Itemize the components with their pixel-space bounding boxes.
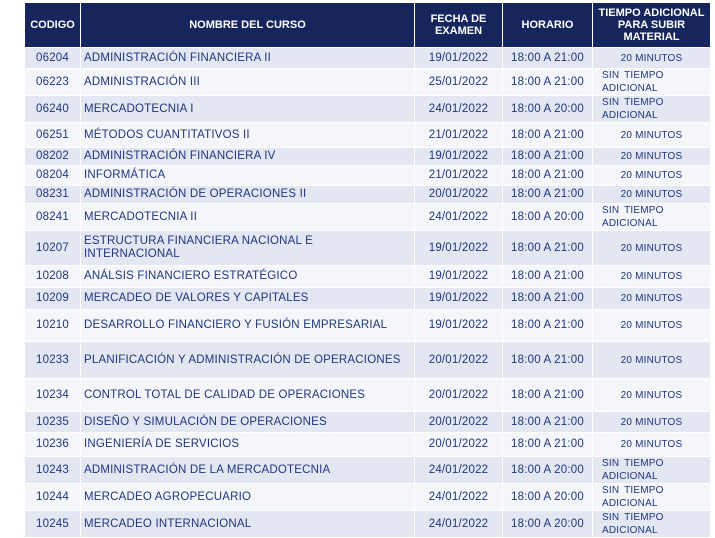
code-cell: 08231 [25,186,81,204]
exam-date-cell: 20/01/2022 [415,379,503,412]
code-cell: 10233 [25,342,81,379]
schedule-cell: 18:00 A 20:00 [503,204,593,231]
course-name-cell: DISEÑO Y SIMULACIÓN DE OPERACIONES [81,412,415,433]
course-name-cell: ADMINISTRACIÓN III [81,69,415,96]
extra-time-cell: 20 MINUTOS [593,310,711,342]
exam-date-cell: 19/01/2022 [415,48,503,69]
extra-time-cell: 20 MINUTOS [593,231,711,266]
table-row [25,48,711,69]
extra-time-cell: 20 MINUTOS [593,48,711,69]
extra-time-cell: 20 MINUTOS [593,148,711,166]
exam-date-cell: 19/01/2022 [415,266,503,288]
table-row [25,433,711,457]
course-name-cell: ADMINISTRACIÓN FINANCIERA IV [81,148,415,166]
table-row [25,231,711,266]
table-row [25,379,711,412]
schedule-cell: 18:00 A 20:00 [503,457,593,484]
table-row [25,186,711,204]
extra-time-cell: 20 MINUTOS [593,379,711,412]
extra-time-cell: 20 MINUTOS [593,433,711,457]
header-schedule: HORARIO [503,3,593,48]
code-cell: 06223 [25,69,81,96]
course-name-cell: DESARROLLO FINANCIERO Y FUSIÓN EMPRESARIAL [81,310,415,342]
code-cell: 10207 [25,231,81,266]
table-row [25,166,711,186]
header-code: CODIGO [25,3,81,48]
schedule-cell: 18:00 A 20:00 [503,511,593,538]
course-name-cell: ANÁLSIS FINANCIERO ESTRATÉGICO [81,266,415,288]
schedule-cell: 18:00 A 21:00 [503,166,593,186]
extra-time-cell: SIN TIEMPO ADICIONAL [593,96,711,123]
course-name-cell: MÉTODOS CUANTITATIVOS II [81,123,415,148]
schedule-cell: 18:00 A 21:00 [503,288,593,310]
schedule-cell: 18:00 A 21:00 [503,433,593,457]
extra-time-cell: SIN TIEMPO ADICIONAL [593,511,711,538]
code-cell: 10244 [25,484,81,511]
exam-date-cell: 21/01/2022 [415,166,503,186]
course-name-cell: MERCADOTECNIA I [81,96,415,123]
course-name-cell: ADMINISTRACIÓN FINANCIERA II [81,48,415,69]
exam-date-cell: 24/01/2022 [415,484,503,511]
code-cell: 10209 [25,288,81,310]
schedule-cell: 18:00 A 20:00 [503,484,593,511]
schedule-cell: 18:00 A 21:00 [503,123,593,148]
code-cell: 08202 [25,148,81,166]
exam-date-cell: 19/01/2022 [415,148,503,166]
code-cell: 10236 [25,433,81,457]
extra-time-cell: SIN TIEMPO ADICIONAL [593,457,711,484]
code-cell: 08204 [25,166,81,186]
schedule-cell: 18:00 A 21:00 [503,48,593,69]
code-cell: 10234 [25,379,81,412]
exam-date-cell: 20/01/2022 [415,342,503,379]
schedule-cell: 18:00 A 21:00 [503,310,593,342]
exam-date-cell: 24/01/2022 [415,96,503,123]
schedule-cell: 18:00 A 21:00 [503,266,593,288]
exam-date-cell: 25/01/2022 [415,69,503,96]
code-cell: 08241 [25,204,81,231]
schedule-cell: 18:00 A 21:00 [503,379,593,412]
table-row [25,457,711,484]
extra-time-cell: 20 MINUTOS [593,166,711,186]
exam-date-cell: 19/01/2022 [415,288,503,310]
course-name-cell: CONTROL TOTAL DE CALIDAD DE OPERACIONES [81,379,415,412]
table-row [25,148,711,166]
exam-date-cell: 24/01/2022 [415,511,503,538]
code-cell: 06251 [25,123,81,148]
table-row [25,266,711,288]
header-extra-time: TIEMPO ADICIONAL PARA SUBIR MATERIAL [593,3,711,48]
code-cell: 10235 [25,412,81,433]
exam-date-cell: 20/01/2022 [415,433,503,457]
course-name-cell: ADMINISTRACIÓN DE LA MERCADOTECNIA [81,457,415,484]
schedule-cell: 18:00 A 20:00 [503,96,593,123]
table-row [25,484,711,511]
course-name-cell: MERCADEO AGROPECUARIO [81,484,415,511]
exam-date-cell: 20/01/2022 [415,412,503,433]
header-course-name: NOMBRE DEL CURSO [81,3,415,48]
extra-time-cell: 20 MINUTOS [593,123,711,148]
schedule-cell: 18:00 A 21:00 [503,342,593,379]
table-row [25,96,711,123]
extra-time-cell: 20 MINUTOS [593,186,711,204]
header-exam-date: FECHA DE EXAMEN [415,3,503,48]
header-row [25,3,711,48]
table-row [25,288,711,310]
course-name-cell: PLANIFICACIÓN Y ADMINISTRACIÓN DE OPERACIONES [81,342,415,379]
exam-date-cell: 21/01/2022 [415,123,503,148]
exam-date-cell: 19/01/2022 [415,231,503,266]
course-name-cell: MERCADEO INTERNACIONAL [81,511,415,538]
course-name-cell: ADMINISTRACIÓN DE OPERACIONES II [81,186,415,204]
table-row [25,69,711,96]
table-body [25,48,711,538]
code-cell: 06240 [25,96,81,123]
course-name-cell: INFORMÁTICA [81,166,415,186]
exam-schedule-table [24,2,711,538]
extra-time-cell: 20 MINUTOS [593,342,711,379]
course-name-cell: ESTRUCTURA FINANCIERA NACIONAL E INTERNACIONAL [81,231,415,266]
schedule-cell: 18:00 A 21:00 [503,186,593,204]
code-cell: 10245 [25,511,81,538]
exam-date-cell: 20/01/2022 [415,186,503,204]
extra-time-cell: SIN TIEMPO ADICIONAL [593,484,711,511]
extra-time-cell: 20 MINUTOS [593,266,711,288]
code-cell: 10243 [25,457,81,484]
table-row [25,511,711,538]
extra-time-cell: SIN TIEMPO ADICIONAL [593,69,711,96]
code-cell: 06204 [25,48,81,69]
extra-time-cell: 20 MINUTOS [593,288,711,310]
exam-date-cell: 24/01/2022 [415,204,503,231]
exam-date-cell: 24/01/2022 [415,457,503,484]
exam-date-cell: 19/01/2022 [415,310,503,342]
extra-time-cell: SIN TIEMPO ADICIONAL [593,204,711,231]
schedule-cell: 18:00 A 21:00 [503,412,593,433]
table-row [25,310,711,342]
table-row [25,412,711,433]
table-row [25,342,711,379]
schedule-cell: 18:00 A 21:00 [503,69,593,96]
code-cell: 10210 [25,310,81,342]
table-row [25,204,711,231]
schedule-cell: 18:00 A 21:00 [503,231,593,266]
course-name-cell: MERCADEO DE VALORES Y CAPITALES [81,288,415,310]
extra-time-cell: 20 MINUTOS [593,412,711,433]
code-cell: 10208 [25,266,81,288]
course-name-cell: INGENIERÍA DE SERVICIOS [81,433,415,457]
schedule-cell: 18:00 A 21:00 [503,148,593,166]
table-row [25,123,711,148]
course-name-cell: MERCADOTECNIA II [81,204,415,231]
